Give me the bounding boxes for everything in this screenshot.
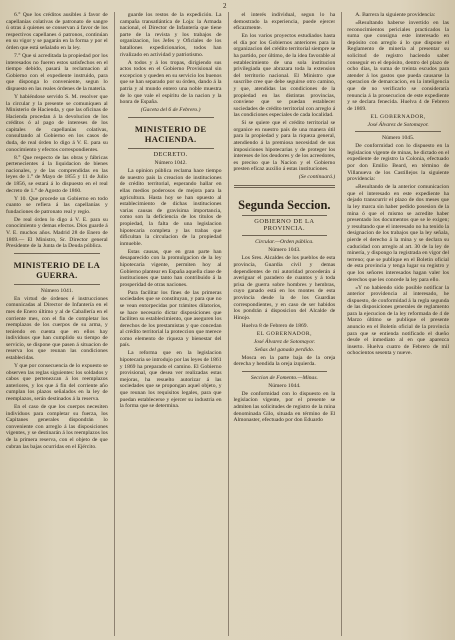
paragraph: Para facilitar los fines de las primeras sociedades que se constituyan, y para que no se vean entorpecidas por trámites dilatorios, se hace necesario dictar disposiciones que faciliten su establecimiento, que aseguren los derechos de los prestamistas y que concedan al crédito territorial la proteccion que merece como elemento de riqueza y bienestar del país. [119,289,222,349]
item-number: Número 1045. [381,135,415,142]
divider [355,131,441,132]
paragraph: En los varios proyectos estudiados hasta el día por los Gobiernos anteriores para la organizacion del crédito territorial siempre se ha partido, por último, de la idea favorable al establecimiento de una sola institucion privilegiada que abrazara toda la extension del territorio nacional. El Ministro que suscribe cree que debe seguirse otro camino, y que, atendidas las condiciones de la propiedad en las distintas provincias, conviene que se puedan establecer sociedades de crédito territorial con arreglo á las condiciones especiales de cada localidad. [233,33,336,119]
paragraph: guarde los restos de la expedición. La campaña transatlántica de Loja: la Armada nacional, el Director de Infantería que tiene parte de la revista y los trabajos de organizacion, los Jefes y Oficiales de los batallones expedicionarios, todos han rivalizado en actividad y patriotismo. [119,12,222,58]
paragraph: La opinion pública reclama hace tiempo de nuestro país la creacion de instituciones de crédito territorial, esperando hallar en ellas medios poderosos de mejora para la agricultura. Hasta hoy se han opuesto al establecimiento de dichas instituciones varias causas de gravísima importancia, como son la deficiencia de los títulos de propiedad, la falta de una legislacion hipotecaria completa y las trabas que dificultan la circulacion de la propiedad inmueble. [119,168,222,247]
paragraph: Y que por consecuencia de lo expuesto se observen las reglas siguientes: los soldados y cabos que pertenezcan á los reemplazos anteriores, y los que á fin del corriente año cumplan los plazos señalados en la ley de reemplazos, serán destinados á la reserva. [6,363,108,403]
paragraph: 8.° Que respecto de las obras y fábricas pertenecientes á la liquidacion de bienes nacionales, y de las comprendidas en las leyes de 1.° de Mayo de 1855 y 11 de Julio de 1856, se estará á lo dispuesto en el real decreto de 1.° de Agosto de 1860. [6,154,108,194]
paragraph: En el caso de que los cuerpos necesiten individuos para completar su fuerza, los Capitanes generales dispondrán lo conveniente con arreglo á las disposiciones vigentes, y se destinarán á los reemplazos los de la primera reserva, con el objeto de que cubran las bajas ocurridas en el Ejército. [6,404,108,450]
column-4 [341,12,449,636]
paragraph: 7.° Que si acreditada la propiedad por los interesados no fueren estos satisfechos en el tiempo debido, pasará la reclamacion al Gobierno con el expediente instruido, para que disponga lo conveniente, segun lo dispuesto en las reales órdenes de la materia. [6,52,108,92]
columns [6,12,449,636]
livestock-heading: Señas del ganado perdido. [254,346,315,353]
divider [128,148,214,149]
paragraph: «Resultando haberse invertido en las reconocimientos periciales practicados la suma que consigna este interesado en depósito con arreglo á lo que dispone el Reglamento de minería al presentar su solicitud de registro haciendo saber conseguir en el depósito, dentro del plazo de ocho días, la suma de treinta escudos para atender á los gastos que pueda causarse la operacion de demarcacion, en la inteligencia que de no verificarlo se consideraría renuncia á la prosecucion de este expediente y se declara fenecida. Huelva 4 de Febrero de 1869. [347,19,449,112]
item-number: Número 1041. [40,287,74,294]
continued-note: (Se continuará.) [298,174,336,181]
item-number: Número 1042. [154,160,187,167]
paragraph: De real órden lo digo á V. E. para su conocimiento y demas efectos. Dios guarde á V. E. muchos años. Madrid 28 de Enero de 1869.— El Ministro, Sr. Director general Presidente de la Junta de la Deuda pública. [6,216,108,250]
fomento-heading: Seccion de Fomento.—Minas. [250,374,318,381]
column-2 [114,12,222,636]
paragraph: En virtud de órdenes é instrucciones comunicadas al Director de Infantería en el mes de Enero último y al de Caballería en el corriente mes, con el fin de completar los reemplazos de los cuerpos de su arma, y teniendo en cuenta que en ellos hay individuos que han cumplido su tiempo de servicio, se dispone que pasen á situacion de reserva los que reunan las condiciones establecidas. [6,295,108,362]
governor-name: José Álvarez de Sotomayor. [253,338,316,345]
ministry-heading: MINISTERIO DE LA GUERRA. [13,259,101,280]
divider [14,284,100,285]
paragraph: 6.° Que los créditos ausibles á favor de capellanías colativas de patronato de sangre ú otras á quienes se conservan á favor de los respectivos capellanes ó patronos, continúan en su vigor y se pagarán en la forma y por el órden que está señalado en la ley. [6,12,108,51]
paragraph: Y habiéndose servido S. M. resolver que la circular y la presente se comuniquen al Ministerio de Hacienda, y que las oficinas de Hacienda procedan á la devolucion de los créditos ó al pago de intereses de los capitales de capellanías colativas, consultando al Gobierno en los casos de duda, de real órden lo digo á V. E. para su conocimiento y efectos correspondientes. [6,93,108,153]
ministry-heading: MINISTERIO DE HACIENDA. [134,123,207,144]
paragraph: «Y no habiendo sido posible notificar la anterior providencia al interesado, he dispuesto, de conformidad á la regla segunda de las disposiciones generales de reglamento para la ejecucion de la ley reformada de 4 de Marzo último se publique el presente anuncio en el Boletín oficial de la provincia para que se entienda notificado el dueño desde el inmediato al en que aparezca inserto. Huelva cuatro de Febrero de mil ochocientos sesenta y nueve. [347,284,449,357]
circular-heading: Circular.—Orden pública. [255,239,314,246]
section-heading: Segunda Seccion. [238,198,331,213]
divider [14,253,100,254]
governor-title: EL GOBERNADOR, [256,330,313,337]
divider [128,117,214,118]
page-number: 2 [223,2,227,10]
dateline: Huelva 8 de Febrero de 1869. [241,322,308,329]
gazette-date: (Gaceta del 6 de Febrero.) [140,107,201,114]
divider [242,235,328,236]
divider [242,215,328,216]
governor-name: José Álvarez de Sotomayor. [367,121,429,128]
paragraph: La reforma que en la legislacion hipotecaria se introdujo por las leyes de 1861 y 1869 ha preparado el camino. El Gobierno provisional, que desea ver realizadas estas mejoras, ha resuelto autorizar á las sociedades que se propongan aquel objeto, y que reunan los requisitos legales, para que puedan establecerse y ejercer su industria en la forma que se determina. [119,350,222,410]
paragraph: «Resultando de la anterior comunicacion que el interesado en este expediente ha dejado transcurrir el plazo de dos meses que la ley marca sin haber pedido posesion de la mina ó que el mismo se acredite haber presentado los documentos que se le exigen; y resultando que el interesado no ha tenido la designacion de los trabajos que la ley señala, pierde el derecho á la mina y se declara su caducidad con arreglo al art. 30 de la ley de minería, y dispongo la registrada en vigor del terreno; que se publique en el Boletin oficial de esta provincia y tenga lugar su registro y que los señores interesados hagan valer los derechos que les concede la ley para ello. [347,184,449,283]
paragraph: Si se quiere que el crédito territorial se organice en nuestro país de una manera útil para la propiedad y para la riqueza general, atendiendo á la premiosa necesidad de sus imposiciones hipotecarias y de proteger los intereses de los deudores y de los acreedores, es preciso que la Nacion y el Gobierno presten eficaz auxilio á estas instituciones. [233,120,336,173]
paragraph: A todos y á los tropas, dirigiendo sus actos todos en el Gobierno Provisional sin excepcion y queden en su servicio los buenos que se han separado por su órden, dando á la patria y al mundo entero una noble muestra de lo que vale el espíritu de la nacion y la honra de España. [119,59,222,106]
paragraph: Mosca en la parte baja de la oreja derecha y hendida la oreja izquierda. [233,354,336,368]
column-1 [6,12,108,636]
paragraph: Y 10. Que procede un Gobierno en todo cuanto se refiera á las capellanías y fundaciones de patronato real y regio. [6,195,108,215]
paragraph: Los Sres. Alcaldes de los pueblos de esta provincia, Guardia civil y demas dependientes de mi autoridad procederán á averiguar el paradero de cuantos y á toda prisa de guerra sobre hombres y hembras, cuyo ganado está en los montes de esta provincia desde la de los Guardias correspondientes, y en caso de ser habidos los pondrán á disposicion del Alcalde de Hinojo. [233,255,336,321]
item-number: Número 1044. [268,382,301,389]
decree-heading: DECRETO. [153,150,188,158]
paragraph: Estas causas, que en gran parte han desaparecido con la promulgacion de la ley hipotecaria vigente, permiten hoy al Gobierno plantear en España aquella clase de instituciones que tanto han contribuido á la prosperidad de otras naciones. [119,248,222,288]
governor-title: EL GOBERNADOR, [370,113,426,120]
paragraph: De conformidad con lo dispuesto en la legislacion vigente, por el presente se admiten las solicitudes de registro de la mina denominada Gilo, situada en término de El Almonaster, efectuado por don Eduardo [233,390,336,424]
divider [242,371,328,372]
column-3 [228,12,336,636]
paragraph: el interés individual, segun lo ha demostrado la experiencia, puede ejercer eficazmente. [233,12,336,32]
government-heading: GOBIERNO DE LA PROVINCIA. [254,218,315,232]
paragraph: De conformidad con lo dispuesto en la legislacion vigente de minas, he dictado en el expediente de registro la Colonia, efectuado por don Emilio Beard, en término de Villanueva de los Castillejos la siguiente providencia: [347,143,449,183]
double-divider [234,185,336,188]
paragraph: A. Barrera la siguiente providencia: [355,12,436,18]
item-number: Número 1043. [268,247,301,254]
